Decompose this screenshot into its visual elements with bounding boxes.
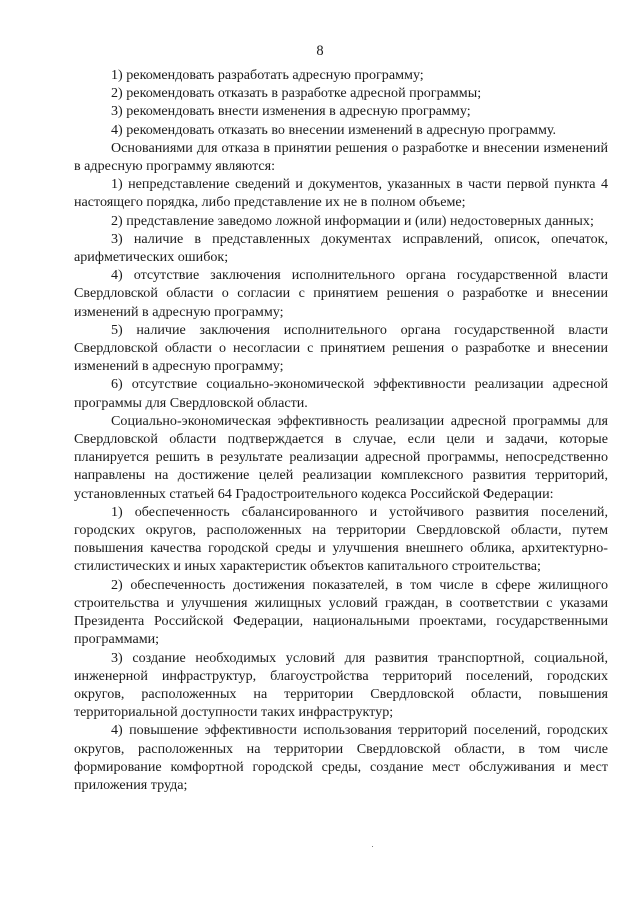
scan-speck bbox=[372, 846, 373, 847]
paragraph-refusal-ground-5: 5) наличие заключения исполнительного органа государственной власти Свердловской области о несогласии с принятием решения о разработке и внесении изменений в адресную программу; bbox=[74, 321, 608, 375]
paragraph-recommend-develop: 1) рекомендовать разработать адресную программу; bbox=[111, 67, 424, 83]
paragraph-recommend-amend: 3) рекомендовать внести изменения в адресную программу; bbox=[111, 103, 471, 120]
page-number: 8 bbox=[316, 43, 324, 59]
paragraph-efficiency-goal-4: 4) повышение эффективности использования территорий поселений, городских округов, расположенных на территории Свердловской области, в том числе формирование комфортной городской среды, создание мест обслуживания и мест приложения труда; bbox=[74, 722, 608, 793]
paragraph-refusal-grounds-intro: Основаниями для отказа в принятии решения о разработке и внесении изменений в адресную программу являются: bbox=[74, 139, 608, 175]
paragraph-refusal-ground-1: 1) непредставление сведений и документов, указанных в части первой пункта 4 настоящего порядка, либо представление их не в полном объеме; bbox=[74, 176, 608, 211]
document-body bbox=[74, 66, 608, 794]
paragraph-recommend-refuse-amend: 4) рекомендовать отказать во внесении изменений в адресную программу. bbox=[111, 121, 557, 138]
paragraph-efficiency-intro: Социально-экономическая эффективность реализации адресной программы для Свердловской области подтверждается в случае, если цели и задачи, которые планируется решить в результате реализации адресной программы, непосредственно направлены на достижение целей реализации комплексного развития территорий, установленных статьей 64 Градостроительного кодекса Российской Федерации: bbox=[74, 412, 608, 502]
paragraph-recommend-refuse-develop: 2) рекомендовать отказать в разработке адресной программы; bbox=[111, 85, 482, 102]
paragraph-refusal-ground-4: 4) отсутствие заключения исполнительного органа государственной власти Свердловской области о согласии с принятием решения о разработке и внесении изменений в адресную программу; bbox=[74, 267, 608, 320]
paragraph-refusal-ground-3: 3) наличие в представленных документах исправлений, описок, опечаток, арифметических ошибок; bbox=[74, 230, 608, 266]
paragraph-efficiency-goal-3: 3) создание необходимых условий для развития транспортной, социальной, инженерной инфраструктур, благоустройства территорий поселений, городских округов, расположенных на территории Свердловской области, повышения территориальной доступности таких инфраструктур; bbox=[74, 649, 608, 721]
paragraph-refusal-ground-6: 6) отсутствие социально-экономической эффективности реализации адресной программы для Свердловской области. bbox=[74, 376, 608, 411]
paragraph-efficiency-goal-2: 2) обеспеченность достижения показателей, в том числе в сфере жилищного строительства и улучшения жилищных условий граждан, в соответствии с указами Президента Российской Федерации, национальными проектами, государственными программами; bbox=[74, 576, 608, 648]
paragraph-efficiency-goal-1: 1) обеспеченность сбалансированного и устойчивого развития поселений, городских округов, расположенных на территории Свердловской области, путем повышения качества городской среды и улучшения внешнего облика, архитектурно-стилистических и иных характеристик объектов капитального строительства; bbox=[74, 503, 608, 575]
paragraph-refusal-ground-2: 2) представление заведомо ложной информации и (или) недостоверных данных; bbox=[111, 212, 594, 229]
